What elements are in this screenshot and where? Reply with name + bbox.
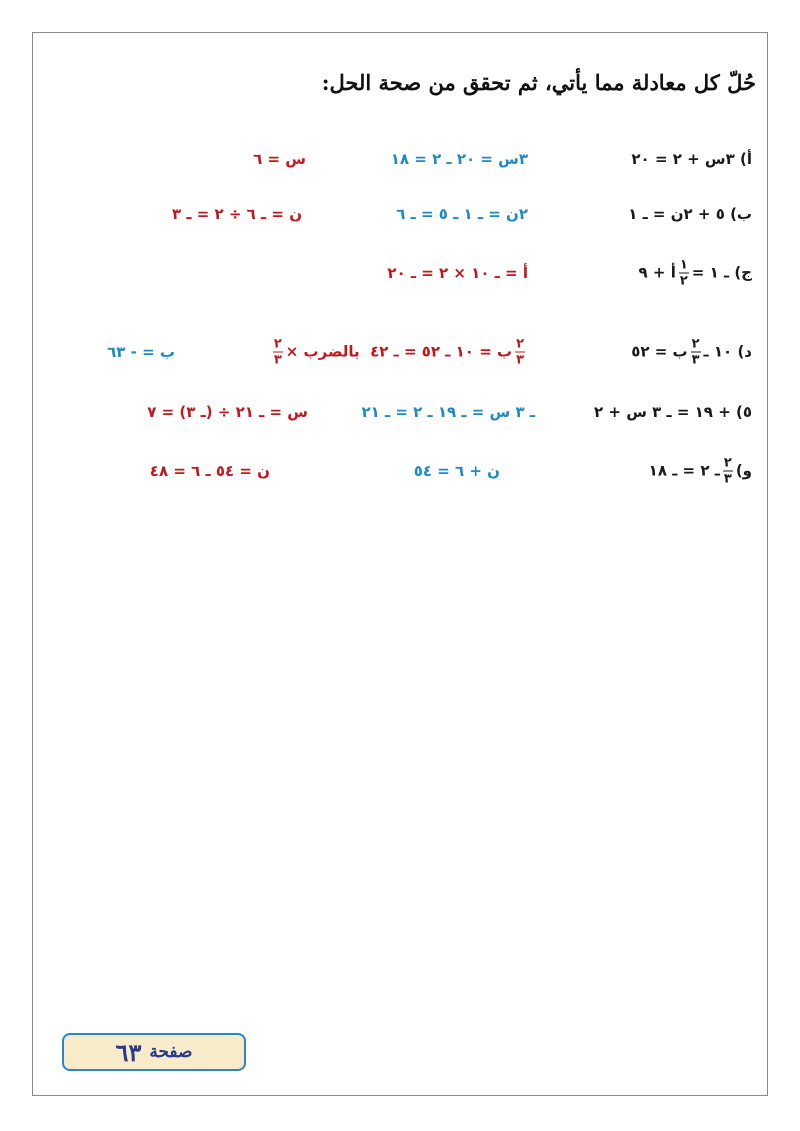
equation-f-post: ـ ٢ = ـ ١٨ [648, 461, 720, 480]
equation-a: أ) ٣س + ٢ = ٢٠ [631, 150, 752, 168]
page-number-badge [62, 1033, 246, 1071]
equation-c-pre: ج) ـ ١ = [691, 263, 752, 282]
multiply-fraction: $\frac{٢}{٣}$ [273, 336, 282, 368]
solution-c: أ = ـ ١٠ × ٢ = ـ ٢٠ [387, 264, 528, 282]
equation-b: ب) ٥ + ٢ن = ـ ١ [628, 205, 752, 223]
multiply-text: بالضرب × [285, 342, 360, 361]
fraction-one-half: $\frac{١}{٢}$ [679, 257, 688, 289]
fraction-two-thirds-f: $\frac{٢}{٣}$ [723, 455, 732, 487]
step-a: ٣س = ٢٠ ـ ٢ = ١٨ [390, 150, 528, 168]
step-d [270, 338, 528, 367]
equation-e: ٥) + ١٩ = ـ ٣ س + ٢ [594, 403, 752, 421]
solution-b: ن = ـ ٦ ÷ ٢ = ـ ٣ [171, 205, 302, 223]
page-frame [32, 32, 768, 1096]
solution-d: ب = - ٦٣ [107, 343, 175, 361]
equation-d [631, 338, 752, 367]
equation-f-pre: و) [735, 461, 752, 480]
exercise-title: حُلّ كل معادلة مما يأتي، ثم تحقق من صحة الحل: [321, 70, 756, 95]
equation-c-post: أ + ٩ [638, 263, 676, 282]
step-f: ن + ٦ = ٥٤ [413, 462, 500, 480]
fraction-two-thirds: $\frac{٢}{٣}$ [691, 336, 700, 368]
page-label: صفحة [149, 1042, 193, 1062]
step-d-fraction: $\frac{٢}{٣}$ [516, 336, 524, 368]
page-number: ٦٣ [115, 1037, 142, 1067]
equation-d-pre: د) ١٠ ـ [703, 342, 752, 361]
solution-f: ن = ٥٤ ـ ٦ = ٤٨ [149, 462, 270, 480]
step-d-text: ب = ١٠ ـ ٥٢ = ـ ٤٢ [370, 342, 513, 361]
equation-c [639, 259, 752, 288]
equation-d-post: ب = ٥٢ [631, 342, 688, 361]
solution-e: س = ـ ٢١ ÷ (ـ ٣) = ٧ [147, 403, 308, 421]
step-b: ٢ن = ـ ١ ـ ٥ = ـ ٦ [396, 205, 528, 223]
solution-a: س = ٦ [253, 150, 306, 168]
equation-f [649, 457, 752, 486]
step-e: ـ ٣ س = ـ ١٩ ـ ٢ = ـ ٢١ [361, 403, 535, 421]
